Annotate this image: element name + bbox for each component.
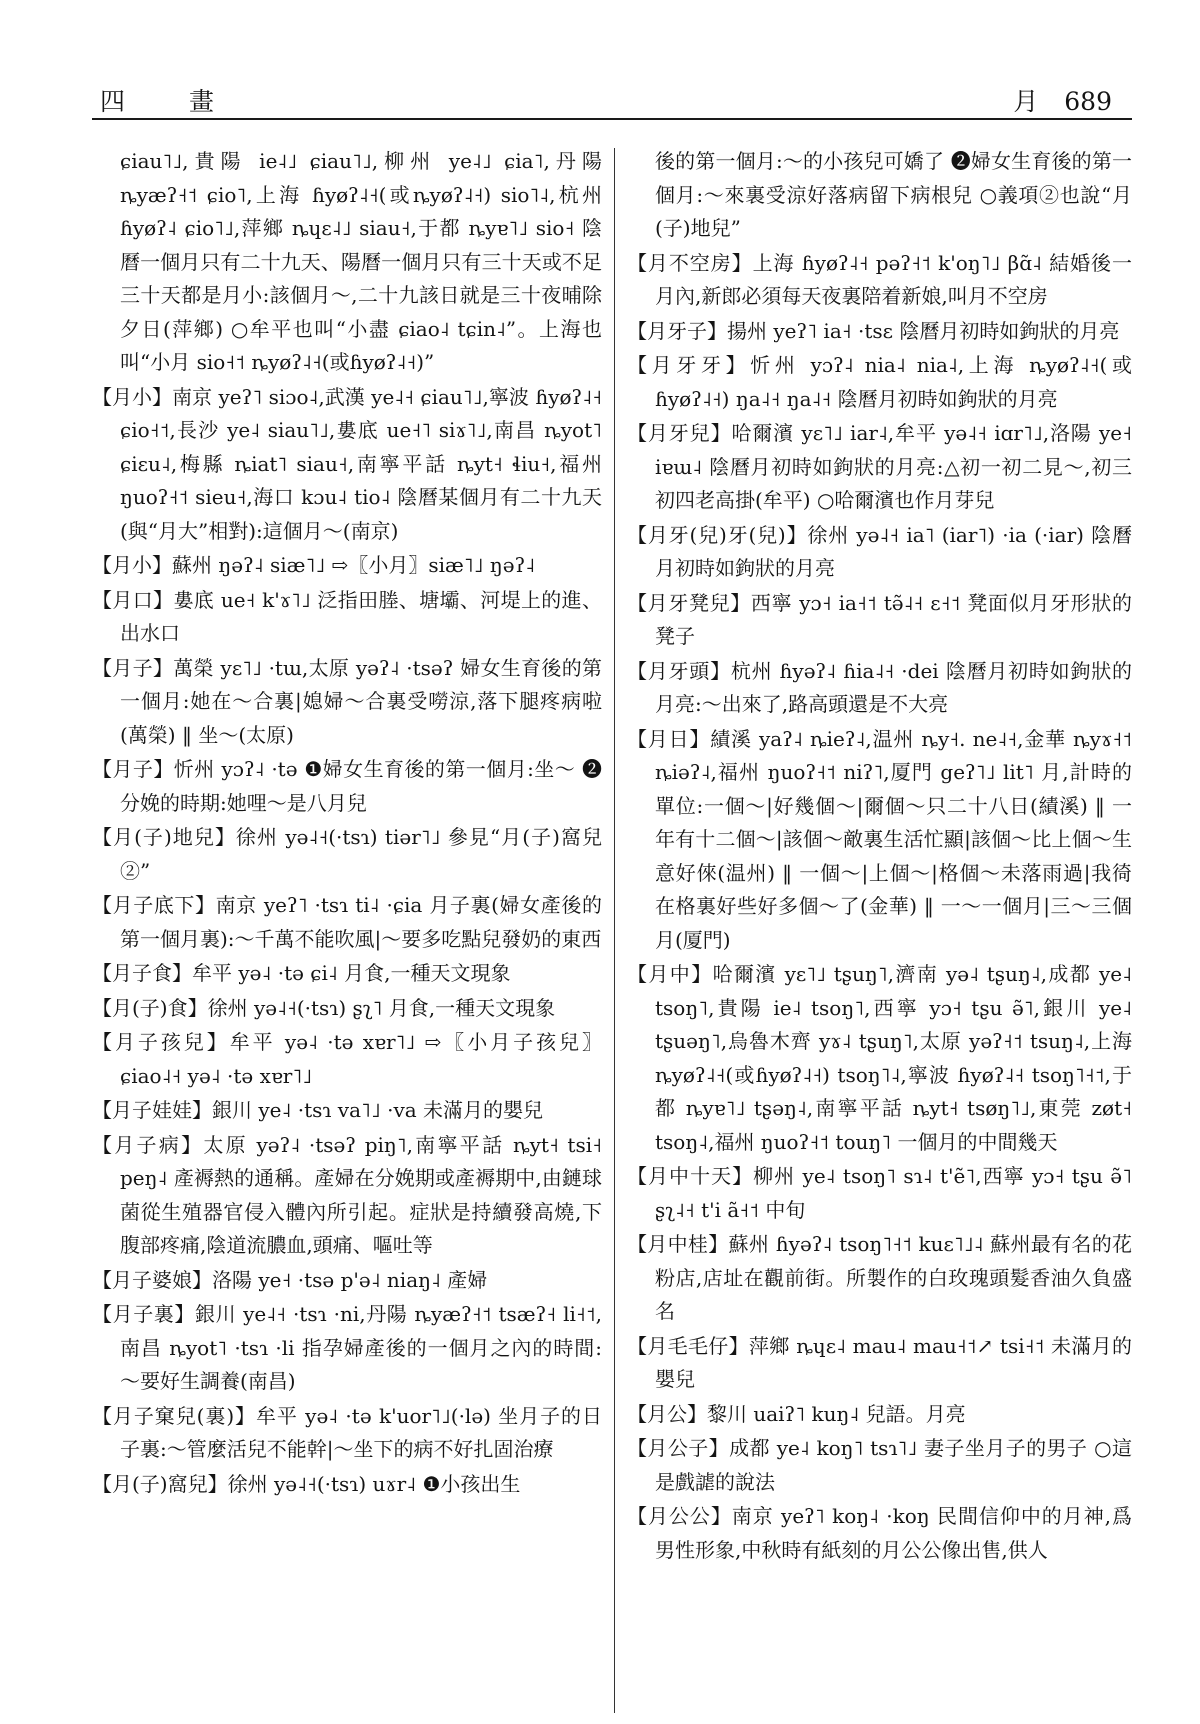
right-column bbox=[627, 145, 1132, 1568]
dictionary-entry: 【月子病】太原 yəʔ˨ ·tsəʔ piŋ˥,南寧平話 ȵyt˧ tsi˧ peŋ˨ 產褥熱的通稱。產婦在分娩期或產褥期中,由鏈球菌從生殖器官侵入體內所引起。症狀是持續發高燒,下腹部疼痛,陰道流膿血,頭痛、嘔吐等 bbox=[92, 1132, 602, 1257]
dictionary-entry: 【月中】哈爾濱 yɛ˥˩ tʂuŋ˥,濟南 yə˨ tʂuŋ˨,成都 ye˨ tsoŋ˥,貴陽 ie˨ tsoŋ˥,西寧 yɔ˧ tʂu ə̃˥,銀川 ye˨ tʂuəŋ˥,烏魯木齊 yɤ˨ tʂuŋ˥,太原 yəʔ˧˦ tsuŋ˨,上海 ȵyøʔ˨˧(或ɦyøʔ˨˧) tsoŋ˥˨,寧波 ɦyøʔ˨˧ tsoŋ˥˧˦,于都 ȵyɐ˥˩ tʂəŋ˨,南寧平話 ȵyt˧ tsøŋ˥˩,東莞 zøt˧ tsoŋ˨,福州 ŋuoʔ˧˦ touŋ˥ 一個月的中間幾天 bbox=[627, 962, 1132, 1154]
dictionary-entry: 【月牙(兒)牙(兒)】徐州 yə˨˧ ia˥ (iar˥) ·ia (·iar) 陰曆月初時如鉤狀的月亮 bbox=[627, 522, 1132, 580]
column-divider bbox=[614, 148, 615, 1713]
dictionary-entry: 【月子裏】銀川 ye˨˧ ·tsɿ ·ni,丹陽 ȵyæʔ˧˦ tsæʔ˧ li˧˦,南昌 ȵyot˥ ·tsɿ ·li 指孕婦產後的一個月之內的時間:～要好生調養(南昌) bbox=[92, 1302, 602, 1393]
dictionary-entry: 【月不空房】上海 ɦyøʔ˨˧ pəʔ˧˦ k'oŋ˥˩ βɑ̃˨ 結婚後一月內,新郎必須每天夜裏陪着新娘,叫月不空房 bbox=[627, 250, 1132, 308]
dictionary-entry: 【月公公】南京 yeʔ˥ koŋ˨ ·koŋ 民間信仰中的月神,爲男性形象,中秋時有紙刻的月公公像出售,供人 bbox=[627, 1504, 1132, 1562]
dictionary-entry: 【月子食】牟平 yə˨ ·tə ɕi˨ 月食,一種天文現象 bbox=[92, 961, 511, 985]
dictionary-entry: 後的第一個月:～的小孩兒可嬌了 ❷婦女生育後的第一個月:～來裏受涼好落病留下病根兒 ○義項②也說“月(子)地兒” bbox=[655, 149, 1132, 240]
left-column bbox=[92, 145, 602, 1502]
dictionary-entry: 【月子婆娘】洛陽 ye˧ ·tsə p'ə˨ niaŋ˨ 產婦 bbox=[92, 1267, 488, 1292]
dictionary-entry: 【月子娃娃】銀川 ye˨ ·tsɿ va˥˩ ·va 未滿月的嬰兒 bbox=[92, 1098, 544, 1122]
dictionary-entry: 【月子窠兒(裏)】牟平 yə˨ ·tə k'uor˥˩(·lə) 坐月子的日子裏:～管麼活兒不能幹|～坐下的病不好扎固治療 bbox=[92, 1403, 602, 1461]
dictionary-entry: ɕiau˥˩,貴陽 ie˨˩ ɕiau˥˩,柳州 ye˨˩ ɕia˥,丹陽 ȵyæʔ˧˦ ɕio˥,上海 ɦyøʔ˨˧(或ȵyøʔ˨˧) sio˥˨,杭州 ɦyøʔ˨ ɕio˥˩,萍鄉 ȵɥɛ˨˩ siau˧,于都 ȵyɐ˥˩ sio˧ 陰曆一個月只有二十九天、陽曆一個月只有三十天或不足三十天都是月小:該個月～,二十九該日就是三十夜晡除夕日(萍鄉) ○牟平也叫“小盡 ɕiao˨ tɕin˨”。上海也叫“小月 sio˧˦ ȵyøʔ˨˧(或ɦyøʔ˨˧)” bbox=[120, 149, 602, 374]
dictionary-entry: 【月小】南京 yeʔ˥ siɔo˨,武漢 ye˨˧ ɕiau˥˩,寧波 ɦyøʔ˨˧ ɕio˧˦,長沙 ye˨ siau˥˩,婁底 ue˧˥ siɤ˥˩,南昌 ȵyot˥ ɕiɛu˨,梅縣 ȵiat˥ siau˧,南寧平話 ȵyt˧ ɬiu˧,福州 ŋuoʔ˧˦ sieu˧,海口 kɔu˨ tio˨ 陰曆某個月有二十九天(與“月大”相對):這個月～(南京) bbox=[92, 384, 602, 543]
dictionary-entry: 【月(子)窩兒】徐州 yə˨˧(·tsɿ) uɤr˨ ❶小孩出生 bbox=[92, 1471, 521, 1496]
dictionary-entry: 【月(子)食】徐州 yə˨˧(·tsɿ) ʂʅ˥ 月食,一種天文現象 bbox=[92, 995, 556, 1020]
dictionary-entry: 【月牙凳兒】西寧 yɔ˧ ia˧˦ tə̃˨˧ ɛ˧˦ 凳面似月牙形狀的凳子 bbox=[627, 590, 1132, 648]
header-right bbox=[995, 82, 1112, 118]
dictionary-entry: 【月日】績溪 yaʔ˨ ȵieʔ˨,温州 ȵy˧. ne˨˧,金華 ȵyɤ˧˦ ȵiəʔ˨,福州 ŋuoʔ˧˦ niʔ˥,厦門 geʔ˥˩ lit˥ 月,計時的單位:一個～|好幾個～|爾個～只二十八日(績溪) ‖ 一年有十二個～|該個～敵裏生活忙顯|該個～比上個～生意好倈(温州) ‖ 一個～|上個～|格個～未落雨過|我徛在格裏好些好多個～了(金華) ‖ 一～一個月|三～三個月(厦門) bbox=[627, 726, 1132, 952]
dictionary-entry: 【月毛毛仔】萍鄉 ȵɥɛ˨ mau˨ mau˧˦↗ tsi˧˦ 未滿月的嬰兒 bbox=[627, 1333, 1132, 1391]
dictionary-entry: 【月子底下】南京 yeʔ˥ ·tsɿ ti˨ ·ɕia 月子裏(婦女產後的第一個月裏):～千萬不能吹風|～要多吃點兒發奶的東西 bbox=[92, 893, 602, 951]
dictionary-entry: 【月牙牙】忻州 yɔʔ˨ nia˨ nia˨,上海 ȵyøʔ˨˧(或ɦyøʔ˨˧) ŋa˨˧ ŋa˨˧ 陰曆月初時如鉤狀的月亮 bbox=[627, 353, 1132, 411]
headword-label: 月 bbox=[1013, 87, 1039, 116]
dictionary-entry: 【月子孩兒】牟平 yə˨ ·tə xɐr˥˩ ⇨〖小月子孩兒〗ɕiao˨˧ yə˨ ·tə xɐr˥˩ bbox=[92, 1030, 602, 1088]
dictionary-entry: 【月公子】成都 ye˨ koŋ˥ tsɿ˥˩ 妻子坐月子的男子 ○這是戲謔的說法 bbox=[627, 1436, 1132, 1494]
dictionary-entry: 【月公】黎川 uaiʔ˥ kuŋ˨ 兒語。月亮 bbox=[627, 1401, 966, 1426]
dictionary-entry: 【月(子)地兒】徐州 yə˨˧(·tsɿ) tiər˥˩ 參見“月(子)窩兒②” bbox=[92, 825, 602, 883]
dictionary-entry: 【月中十天】柳州 ye˨ tsoŋ˥ sɿ˨ t'ẽ˥,西寧 yɔ˧ tʂu ə̃˥ ʂʅ˨˧ t'i ã˧˦ 中旬 bbox=[627, 1164, 1132, 1222]
section-label: 四 畫 bbox=[100, 87, 242, 116]
dictionary-entry: 【月牙子】揚州 yeʔ˥ ia˧ ·tsɛ 陰曆月初時如鉤狀的月亮 bbox=[627, 318, 1120, 343]
dictionary-entry: 【月子】忻州 yɔʔ˨ ·tə ❶婦女生育後的第一個月:坐～ ❷分娩的時期:她哩～是八月兒 bbox=[92, 757, 602, 815]
page-number: 689 bbox=[1064, 87, 1112, 116]
dictionary-entry: 【月子】萬榮 yɛ˥˩ ·tɯ,太原 yəʔ˨ ·tsəʔ 婦女生育後的第一個月:她在～合裏|媳婦～合裏受嘮涼,落下腿疼病啦(萬榮) ‖ 坐～(太原) bbox=[92, 655, 602, 747]
dictionary-entry: 【月牙兒】哈爾濱 yɛ˥˩ iar˨,牟平 yə˨˧ iɑr˥˩,洛陽 ye˧ iɐɯ˨ 陰曆月初時如鉤狀的月亮:△初一初二見～,初三初四老高掛(牟平) ○哈爾濱也作月芽兒 bbox=[627, 421, 1132, 512]
page-header bbox=[92, 78, 1132, 120]
dictionary-entry: 【月牙頭】杭州 ɦyəʔ˨ ɦia˨˧ ·dei 陰曆月初時如鉤狀的月亮:～出來了,路高頭還是不大亮 bbox=[627, 658, 1132, 716]
dictionary-entry: 【月口】婁底 ue˧ k'ɤ˥˩ 泛指田塍、塘壩、河堤上的進、出水口 bbox=[92, 587, 602, 645]
dictionary-entry: 【月小】蘇州 ŋəʔ˨ siæ˥˩ ⇨〖小月〗siæ˥˩ ŋəʔ˨ bbox=[92, 553, 536, 577]
dictionary-entry: 【月中桂】蘇州 ɦyəʔ˨ tsoŋ˥˧˦ kuɛ˥˩˨ 蘇州最有名的花粉店,店址在觀前街。所製作的白玫瑰頭髮香油久負盛名 bbox=[627, 1232, 1132, 1323]
